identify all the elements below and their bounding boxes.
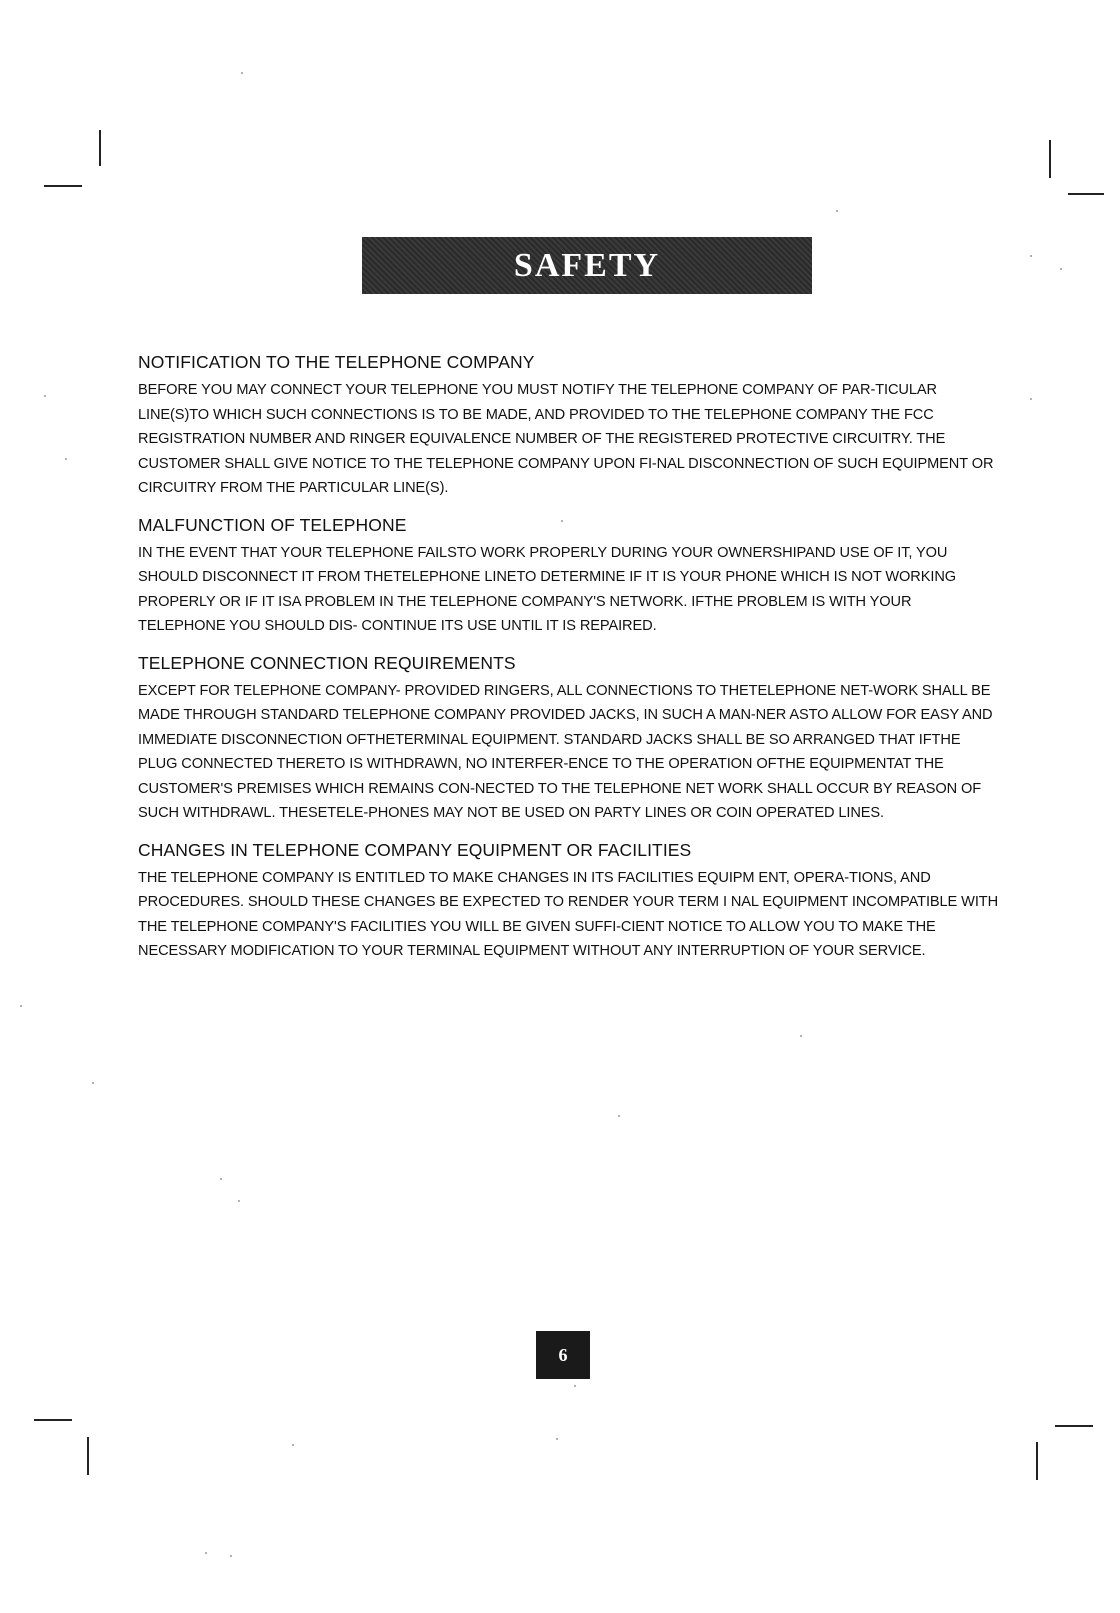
section-notification [138,352,1000,501]
section-heading: TELEPHONE CONNECTION REQUIREMENTS [138,652,516,673]
scan-speck [220,1178,222,1180]
scan-speck [556,1438,558,1440]
scan-speck [1060,268,1062,270]
scan-speck [44,395,46,397]
safety-content [138,352,1000,978]
section-body: EXCEPT FOR TELEPHONE COMPANY- PROVIDED RINGERS, ALL CONNECTIONS TO THETELEPHONE NET-WORK SHALL BE MADE THROUGH STANDARD TELEPHONE COMPANY PROVIDED JACKS, IN SUCH A MAN-NER ASTO ALLOW FOR EASY AND IMMEDIATE DISCONNECTION OFTHETERMINAL EQUIPMENT. STANDARD JACKS SHALL BE SO ARRANGED THAT IFTHE PLUG CONNECTED THERETO IS WITHDRAWN, NO INTERFER-ENCE TO THE OPERATION OFTHE EQUIPMENTAT THE CUSTOMER'S PREMISES WHICH REMAINS CON-NECTED TO THE TELEPHONE NET WORK SHALL OCCUR BY REASON OF SUCH WITHDRAWL. THESETELE-PHONES MAY NOT BE USED ON PARTY LINES OR COIN OPERATED LINES. [138,682,993,821]
scan-speck [292,1444,294,1446]
section-equipment-changes [138,840,1000,964]
section-body: IN THE EVENT THAT YOUR TELEPHONE FAILSTO WORK PROPERLY DURING YOUR OWNERSHIPAND USE OF IT, YOU SHOULD DISCONNECT IT FROM THETELEPHONE LINETO DETERMINE IF IT IS YOUR PHONE WHICH IS NOT WORKING PROPERLY OR IF IT ISA PROBLEM IN THE TELEPHONE COMPANY'S NETWORK. IFTHE PROBLEM IS WITH YOUR TELEPHONE YOU SHOULD DIS- CONTINUE ITS USE UNTIL IT IS REPAIRED. [138,544,957,634]
section-body: BEFORE YOU MAY CONNECT YOUR TELEPHONE YOU MUST NOTIFY THE TELEPHONE COMPANY OF PAR-TICULAR LINE(S)TO WHICH SUCH CONNECTIONS IS TO BE MADE, AND PROVIDED TO THE TELEPHONE COMPANY THE FCC REGISTRATION NUMBER AND RINGER EQUIVALENCE NUMBER OF THE REGISTERED PROTECTIVE CIRCUITRY. THE CUSTOMER SHALL GIVE NOTICE TO THE TELEPHONE COMPANY UPON FI-NAL DISCONNECTION OF SUCH EQUIPMENT OR CIRCUITRY FROM THE PARTICULAR LINE(S). [138,382,994,496]
page-number: 6 [558,1344,568,1365]
scan-speck [92,1082,94,1084]
scan-speck [238,1200,240,1202]
scan-speck [618,1115,620,1117]
crop-mark-top-right-vertical [1049,140,1051,178]
scan-speck [1030,398,1032,400]
scan-speck [230,1555,232,1557]
crop-mark-top-left-horizontal [44,185,82,187]
page-title: SAFETY [513,246,661,284]
scan-speck [574,1385,576,1387]
scan-speck [65,458,67,460]
title-banner [362,237,812,294]
section-body: THE TELEPHONE COMPANY IS ENTITLED TO MAKE CHANGES IN ITS FACILITIES EQUIPM ENT, OPERA-TIONS, AND PROCEDURES. SHOULD THESE CHANGES BE EXPECTED TO RENDER YOUR TERM I NAL EQUIPMENT INCOMPATIBLE WITH THE TELEPHONE COMPANY'S FACILITIES YOU WILL BE GIVEN SUFFI-CIENT NOTICE TO ALLOW YOU TO MAKE THE NECESSARY MODIFICATION TO YOUR TERMINAL EQUIPMENT WITHOUT ANY INTERRUPTION OF YOUR SERVICE. [138,869,999,959]
scan-speck [241,72,243,74]
crop-mark-bottom-right-horizontal [1055,1425,1093,1427]
crop-mark-top-right-horizontal [1068,193,1104,195]
section-heading: MALFUNCTION OF TELEPHONE [138,514,407,535]
crop-mark-bottom-right-vertical [1036,1442,1038,1480]
scan-speck [836,210,838,212]
crop-mark-bottom-left-horizontal [34,1419,72,1421]
section-connection-requirements [138,653,1000,826]
crop-mark-bottom-left-vertical [87,1437,89,1475]
section-heading: NOTIFICATION TO THE TELEPHONE COMPANY [138,352,535,372]
section-malfunction [138,515,1000,639]
scan-speck [20,1005,22,1007]
section-heading: CHANGES IN TELEPHONE COMPANY EQUIPMENT OR FACILITIES [138,839,692,860]
scan-speck [800,1035,802,1037]
crop-mark-top-left-vertical [99,130,101,166]
page-number-box [536,1331,590,1379]
scan-speck [205,1552,207,1554]
scan-speck [1030,255,1032,257]
